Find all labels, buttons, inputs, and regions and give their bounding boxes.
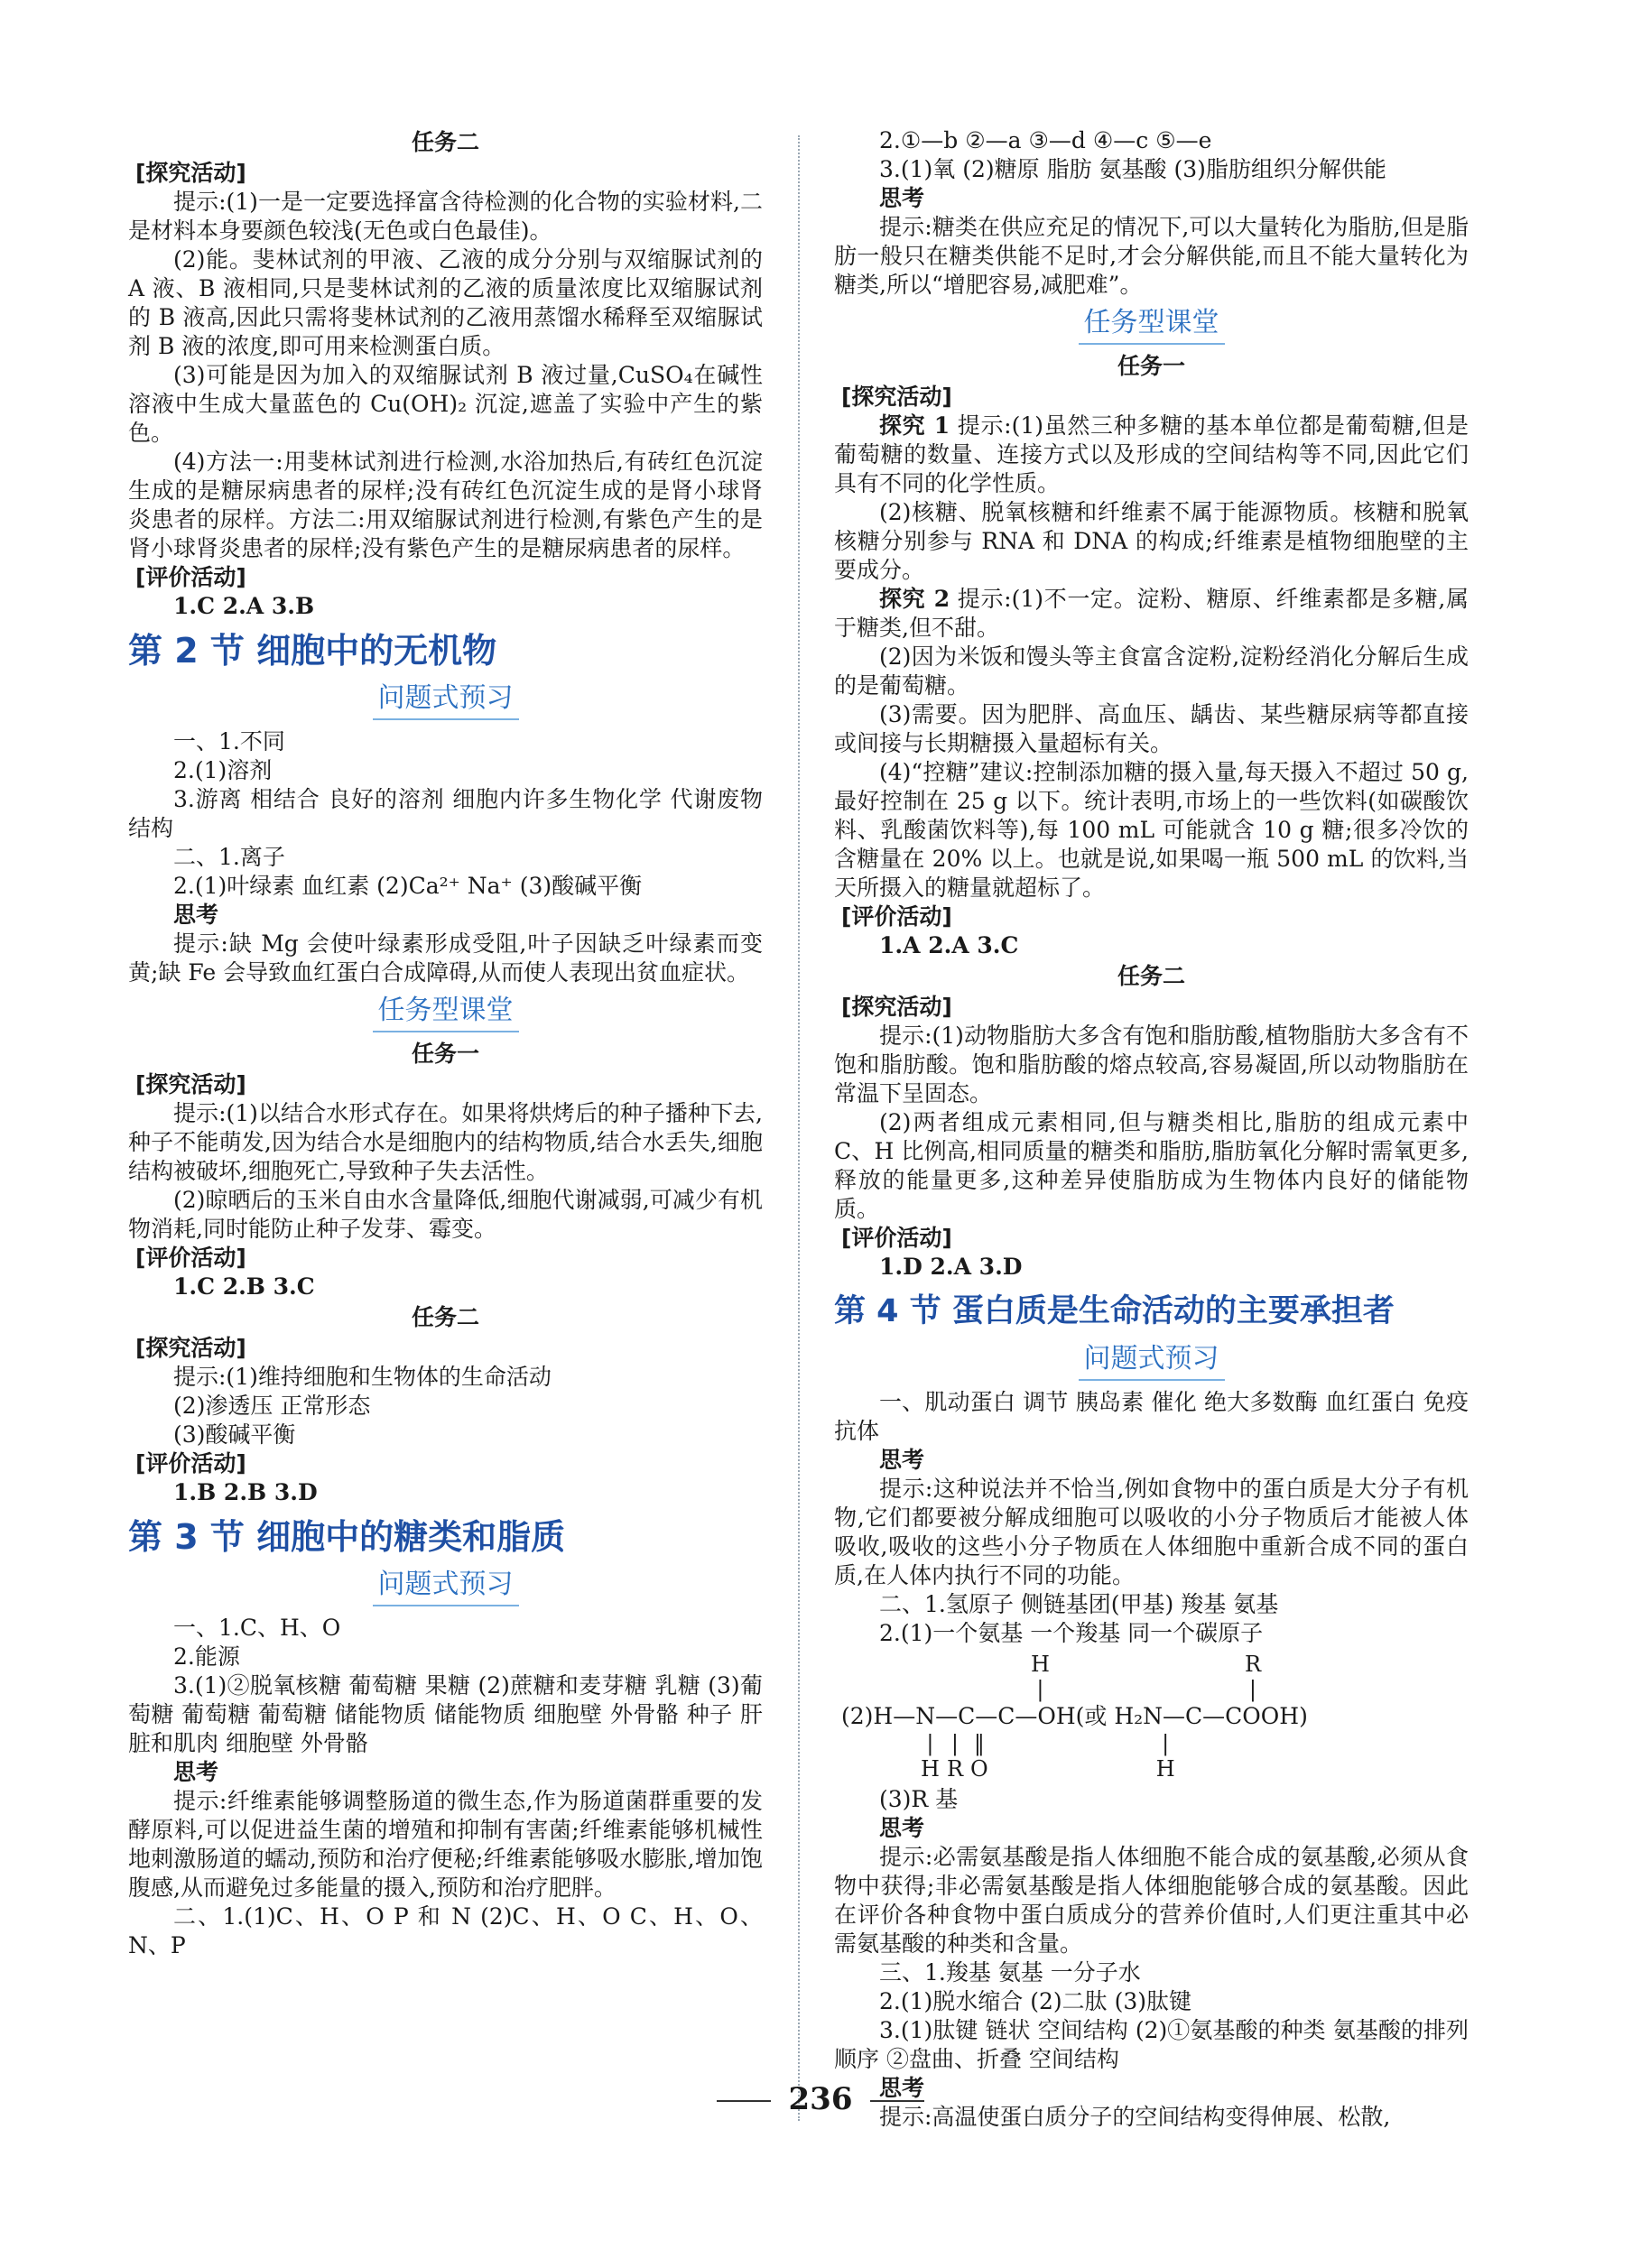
- activity-label: [评价活动]: [135, 1450, 246, 1477]
- paragraph: 提示:(1)动物脂肪大多含有饱和脂肪酸,植物脂肪大多含有不饱和脂肪酸。饱和脂肪酸的熔点较高,容易凝固,所以动物脂肪在常温下呈固态。: [834, 1023, 1469, 1106]
- formula-main-line: (2)H—N—C—C—OH(或 H₂N—C—COOH): [841, 1703, 1308, 1729]
- left-column: [128, 126, 763, 1960]
- paragraph: (3)需要。因为肥胖、高血压、龋齿、某些糖尿病等都直接或间接与长期糖摄入量超标有关。: [834, 701, 1469, 756]
- answer-line: 2.①—b ②—a ③—d ④—c ⑤—e: [879, 127, 1212, 153]
- answer-line: 一、肌动蛋白 调节 胰岛素 催化 绝大多数酶 血红蛋白 免疫 抗体: [834, 1389, 1469, 1444]
- paragraph: 提示:(1)以结合水形式存在。如果将烘烤后的种子播种下去,种子不能萌发,因为结合水是细胞内的结构物质,结合水丢失,细胞结构被破坏,细胞死亡,导致种子失去活性。: [128, 1100, 763, 1184]
- section-title: 第 3 节 细胞中的糖类和脂质: [128, 1517, 566, 1557]
- subheading: 问题式预习: [128, 1567, 763, 1606]
- paragraph: 提示:这种说法并不恰当,例如食物中的蛋白质是大分子有机物,它们都要被分解成细胞可以吸收的小分子物质后才能被人体吸收,吸收的这些小分子物质在人体细胞中重新合成不同的蛋白质,在人体内执行不同的功能。: [834, 1476, 1469, 1588]
- answer-line: 1.C 2.A 3.B: [173, 593, 315, 619]
- formula-bond: |: [1162, 1731, 1170, 1756]
- answer-line: (2)渗透压 正常形态: [173, 1393, 371, 1419]
- answer-line: 2.(1)脱水缩合 (2)二肽 (3)肽键: [879, 1988, 1191, 2014]
- answer-line: 二、1.(1)C、H、O P 和 N (2)C、H、O C、H、O、N、P: [128, 1903, 763, 1958]
- paragraph: 提示:必需氨基酸是指人体细胞不能合成的氨基酸,必须从食物中获得;非必需氨基酸是指人体细胞能够合成的氨基酸。因此在评价各种食物中蛋白质成分的营养价值时,人们更注重其中必需氨基酸的种类和含量。: [834, 1844, 1469, 1957]
- paragraph: (2)晾晒后的玉米自由水含量降低,细胞代谢减弱,可减少有机物消耗,同时能防止种子发芽、霉变。: [128, 1187, 763, 1242]
- formula-atom: O: [970, 1756, 988, 1782]
- formula-bond: |: [926, 1731, 934, 1756]
- amino-acid-structure-formula: [834, 1652, 1469, 1782]
- answer-line: 2.(1)溶剂: [173, 757, 273, 783]
- answer-line: (3)酸碱平衡: [173, 1421, 296, 1448]
- activity-label: [评价活动]: [841, 1225, 952, 1251]
- formula-atom: H: [921, 1756, 940, 1782]
- paragraph: 探究 1 提示:(1)虽然三种多糖的基本单位都是葡萄糖,但是葡萄糖的数量、连接方式以及形成的空间结构等不同,因此它们具有不同的化学性质。: [834, 412, 1469, 496]
- formula-bond: ‖: [973, 1731, 985, 1756]
- explore-label: 探究 2: [879, 586, 950, 612]
- answer-line: 2.能源: [173, 1643, 240, 1670]
- activity-label: [探究活动]: [135, 160, 246, 186]
- subheading: 任务型课堂: [128, 993, 763, 1032]
- answer-line: 1.D 2.A 3.D: [879, 1254, 1023, 1280]
- paragraph: 提示:高温使蛋白质分子的空间结构变得伸展、松散,: [879, 2104, 1391, 2130]
- paragraph: 探究 2 提示:(1)不一定。淀粉、糖原、纤维素都是多糖,属于糖类,但不甜。: [834, 586, 1469, 641]
- paragraph: 提示:(1)一是一定要选择富含待检测的化合物的实验材料,二是材料本身要颜色较浅(无色或白色最佳)。: [128, 189, 763, 244]
- activity-label: [评价活动]: [135, 1245, 246, 1271]
- task-heading: 任务二: [411, 129, 479, 155]
- answer-line: 3.游离 相结合 良好的溶剂 细胞内许多生物化学 代谢废物 结构: [128, 786, 763, 841]
- activity-label: [评价活动]: [841, 903, 952, 930]
- activity-label: [探究活动]: [135, 1335, 246, 1361]
- think-label: 思考: [879, 1447, 925, 1473]
- formula-atom: H: [1031, 1652, 1050, 1677]
- paragraph: (3)可能是因为加入的双缩脲试剂 B 液过量,CuSO₄在碱性溶液中生成大量蓝色的 Cu(OH)₂ 沉淀,遮盖了实验中产生的紫色。: [128, 362, 763, 446]
- paragraph: (2)两者组成元素相同,但与糖类相比,脂肪的组成元素中 C、H 比例高,相同质量的糖类和脂肪,脂肪氧化分解时需氧更多,释放的能量更多,这种差异使脂肪成为生物体内良好的储能物质。: [834, 1109, 1469, 1222]
- formula-bond: |: [950, 1731, 960, 1756]
- answer-line: 一、1.C、H、O: [173, 1615, 341, 1641]
- formula-atom: R: [1244, 1652, 1262, 1677]
- formula-bond: |: [1248, 1677, 1257, 1702]
- answer-line: 一、1.不同: [173, 728, 285, 754]
- think-label: 思考: [879, 185, 925, 211]
- activity-label: [探究活动]: [841, 384, 952, 410]
- answer-line: 2.(1)叶绿素 血红素 (2)Ca²⁺ Na⁺ (3)酸碱平衡: [173, 873, 643, 899]
- section-title: 第 2 节 细胞中的无机物: [128, 631, 497, 671]
- section-title: 第 4 节 蛋白质是生命活动的主要承担者: [834, 1293, 1395, 1329]
- paragraph: (2)能。斐林试剂的甲液、乙液的成分分别与双缩脲试剂的 A 液、B 液相同,只是斐林试剂的乙液的质量浓度比双缩脲试剂的 B 液高,因此只需将斐林试剂的乙液用蒸馏水稀释至双缩脲试剂 B 液的浓度,即可用来检测蛋白质。: [128, 246, 763, 359]
- right-column: [834, 126, 1469, 2132]
- explore-label: 探究 1: [879, 412, 950, 439]
- paragraph: (2)核糖、脱氧核糖和纤维素不属于能源物质。核糖和脱氧核糖分别参与 RNA 和 DNA 的构成;纤维素是植物细胞壁的主要成分。: [834, 499, 1469, 583]
- task-heading: 任务二: [1117, 963, 1185, 989]
- paragraph: (2)因为米饭和馒头等主食富含淀粉,淀粉经消化分解后生成的是葡萄糖。: [834, 643, 1469, 699]
- task-heading: 任务一: [411, 1041, 479, 1067]
- formula-atom: R: [946, 1756, 964, 1782]
- column-divider: [798, 135, 800, 2121]
- answer-line: 1.A 2.A 3.C: [879, 932, 1019, 958]
- think-label: 思考: [173, 902, 219, 928]
- answer-line: 2.(1)一个氨基 一个羧基 同一个碳原子: [879, 1620, 1264, 1646]
- formula-bond: |: [1036, 1677, 1044, 1702]
- paragraph: 提示:纤维素能够调整肠道的微生态,作为肠道菌群重要的发酵原料,可以促进益生菌的增殖和抑制有害菌;纤维素能够机械性地刺激肠道的蠕动,预防和治疗便秘;纤维素能够吸水膨胀,增加饱腹感,从而避免过多能量的摄入,预防和治疗肥胖。: [128, 1788, 763, 1901]
- activity-label: [探究活动]: [841, 994, 952, 1020]
- activity-label: [评价活动]: [135, 564, 246, 590]
- answer-line: 1.C 2.B 3.C: [173, 1273, 315, 1300]
- think-label: 思考: [879, 2075, 925, 2101]
- paragraph: 提示:缺 Mg 会使叶绿素形成受阻,叶子因缺乏叶绿素而变黄;缺 Fe 会导致血红蛋白合成障碍,从而使人表现出贫血症状。: [128, 930, 763, 986]
- answer-line: 二、1.离子: [173, 844, 285, 870]
- subheading: 问题式预习: [834, 1341, 1469, 1381]
- answer-line: 3.(1)氧 (2)糖原 脂肪 氨基酸 (3)脂肪组织分解供能: [879, 156, 1386, 182]
- subheading: 任务型课堂: [834, 305, 1469, 345]
- answer-line: 1.B 2.B 3.D: [173, 1479, 318, 1505]
- subheading: 问题式预习: [128, 680, 763, 720]
- formula-atom: H: [1155, 1756, 1175, 1782]
- answer-line: 3.(1)②脱氧核糖 葡萄糖 果糖 (2)蔗糖和麦芽糖 乳糖 (3)葡萄糖 葡萄糖 葡萄糖 储能物质 储能物质 细胞壁 外骨骼 种子 肝脏和肌肉 细胞壁 外骨骼: [128, 1672, 763, 1756]
- answer-line: (3)R 基: [879, 1786, 959, 1812]
- answer-line: 3.(1)肽键 链状 空间结构 (2)①氨基酸的种类 氨基酸的排列顺序 ②盘曲、折叠 空间结构: [834, 2017, 1469, 2072]
- page-number: 236: [0, 2085, 1641, 2114]
- paragraph: (4)方法一:用斐林试剂进行检测,水浴加热后,有砖红色沉淀生成的是糖尿病患者的尿样;没有砖红色沉淀生成的是肾小球肾炎患者的尿样。方法二:用双缩脲试剂进行检测,有紫色产生的是肾小球肾炎患者的尿样;没有紫色产生的是糖尿病患者的尿样。: [128, 449, 763, 561]
- answer-line: 二、1.氢原子 侧链基团(甲基) 羧基 氨基: [879, 1591, 1279, 1617]
- activity-label: [探究活动]: [135, 1071, 246, 1097]
- task-heading: 任务一: [1117, 353, 1185, 379]
- answer-line: 三、1.羧基 氨基 一分子水: [879, 1959, 1141, 1986]
- paragraph: (4)“控糖”建议:控制添加糖的摄入量,每天摄入不超过 50 g,最好控制在 25 g 以下。统计表明,市场上的一些饮料(如碳酸饮料、乳酸菌饮料等),每 100 mL 可能就含 10 g 糖;很多冷饮的含糖量在 20% 以上。也就是说,如果喝一瓶 500 mL 的饮料,当天所摄入的糖量就超标了。: [834, 759, 1469, 901]
- think-label: 思考: [879, 1815, 925, 1841]
- think-label: 思考: [173, 1759, 219, 1785]
- task-heading: 任务二: [411, 1304, 479, 1330]
- paragraph: 提示:糖类在供应充足的情况下,可以大量转化为脂肪,但是脂肪一般只在糖类供能不足时,才会分解供能,而且不能大量转化为糖类,所以“增肥容易,减肥难”。: [834, 214, 1469, 298]
- paragraph: 提示:(1)维持细胞和生物体的生命活动: [173, 1364, 552, 1390]
